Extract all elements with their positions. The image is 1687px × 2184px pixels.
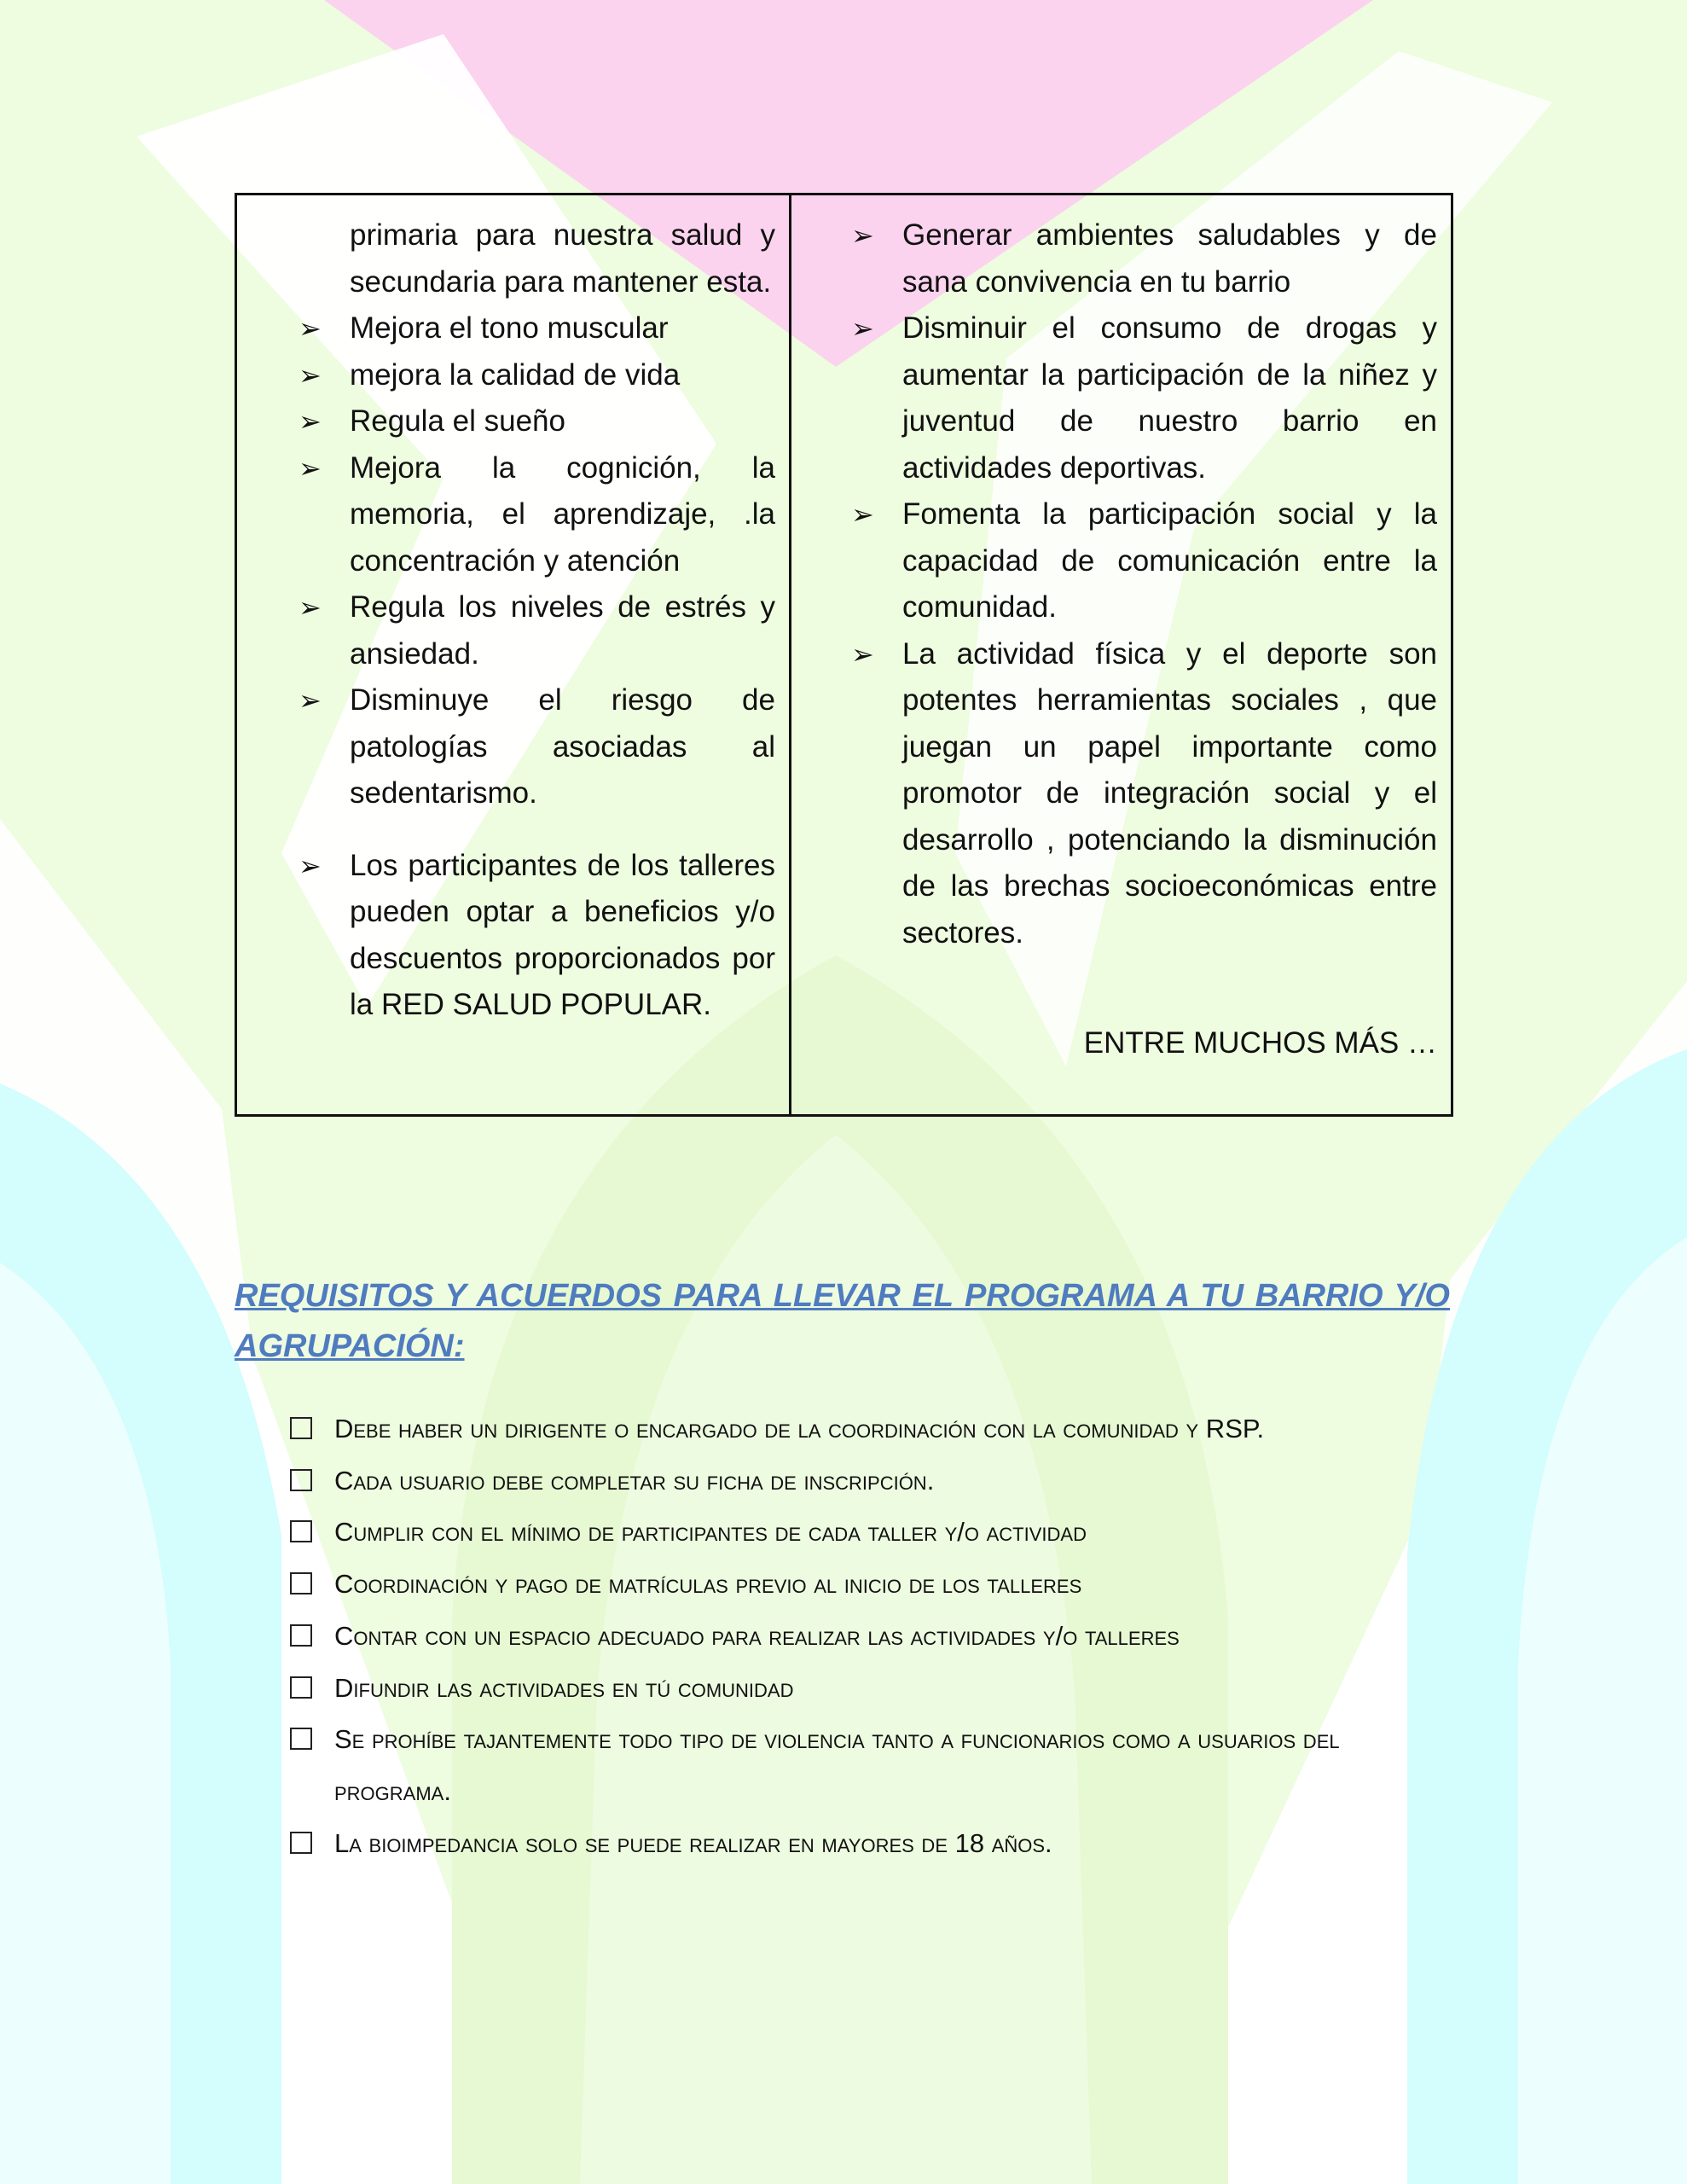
list-item <box>237 445 775 585</box>
list-item <box>237 305 775 352</box>
arrowhead-bullet-icon: ➢ <box>299 358 322 392</box>
closing-text: ENTRE MUCHOS MÁS … <box>1083 1026 1437 1060</box>
list-item <box>791 491 1437 631</box>
list-item <box>237 584 775 677</box>
checklist-item-text: Cada usuario debe completar su ficha de inscripción. <box>334 1465 935 1496</box>
arrowhead-bullet-icon: ➢ <box>299 405 322 438</box>
list-item <box>791 305 1437 491</box>
benefits-table <box>235 193 1453 1117</box>
checkbox-icon[interactable] <box>290 1572 312 1594</box>
list-item-text: Disminuye el riesgo de patologías asociadas al sedentarismo. <box>350 683 775 810</box>
list-item-text: Generar ambientes saludables y de sana convivencia en tu barrio <box>902 218 1437 299</box>
checklist-item <box>287 1507 1452 1559</box>
arrowhead-bullet-icon: ➢ <box>299 591 322 624</box>
arrowhead-bullet-icon: ➢ <box>299 849 322 882</box>
checklist-item-text: Debe haber un dirigente o encargado de la coordinación con la comunidad y RSP. <box>334 1414 1265 1443</box>
checklist-item <box>287 1559 1452 1611</box>
list-item-text: Mejora el tono muscular <box>350 311 669 345</box>
checklist-item <box>287 1714 1452 1817</box>
checkbox-icon[interactable] <box>290 1624 312 1647</box>
checklist-item-text: Coordinación y pago de matrículas previo al inicio de los talleres <box>334 1569 1082 1600</box>
checkbox-icon[interactable] <box>290 1676 312 1699</box>
arrowhead-bullet-icon: ➢ <box>851 637 874 671</box>
list-item <box>791 212 1437 305</box>
checklist-item-text: Se prohíbe tajantemente todo tipo de violencia tanto a funcionarios como a usuarios del programa. <box>334 1724 1340 1806</box>
checkbox-icon[interactable] <box>290 1832 312 1854</box>
list-item <box>237 352 775 399</box>
checklist-item-text: Contar con un espacio adecuado para realizar las actividades y/o talleres <box>334 1620 1180 1651</box>
list-item <box>791 631 1437 957</box>
list-item-text: Mejora la cognición, la memoria, el aprendizaje, .la concentración y atención <box>350 450 775 578</box>
list-item-text: La actividad física y el deporte son potentes herramientas sociales , que juegan un papel importante como promotor de integración social y el desarrollo , potenciando la disminución de las brechas socioeconómicas entre sectores. <box>902 636 1437 950</box>
list-item-text: Fomenta la participación social y la capacidad de comunicación entre la comunidad. <box>902 497 1437 624</box>
checklist-item-text: La bioimpedancia solo se puede realizar en mayores de 18 años. <box>334 1827 1052 1858</box>
requirements-heading: REQUISITOS Y ACUERDOS PARA LLEVAR EL PROGRAMA A TU BARRIO Y/O AGRUPACIÓN: <box>235 1278 1450 1364</box>
list-item-text: Los participantes de los talleres pueden optar a beneficios y/o descuentos proporcionados por la RED SALUD POPULAR. <box>350 848 775 1021</box>
checklist-item <box>287 1403 1452 1455</box>
checklist-item <box>287 1611 1452 1663</box>
checklist-item-text: Difundir las actividades en tú comunidad <box>334 1672 794 1703</box>
arrowhead-bullet-icon: ➢ <box>299 312 322 345</box>
benefits-column-right <box>791 195 1451 1114</box>
requirements-checklist <box>287 1403 1452 1869</box>
arrowhead-bullet-icon: ➢ <box>851 312 874 345</box>
arrowhead-bullet-icon: ➢ <box>851 498 874 531</box>
list-item <box>237 843 775 1029</box>
list-item <box>237 398 775 445</box>
list-item-text: Regula los niveles de estrés y ansiedad. <box>350 590 775 671</box>
checkbox-icon[interactable] <box>290 1417 312 1439</box>
checklist-item <box>287 1663 1452 1715</box>
continuation-text: primaria para nuestra salud y secundaria para mantener esta. <box>350 218 775 299</box>
checklist-item <box>287 1818 1452 1870</box>
arrowhead-bullet-icon: ➢ <box>299 451 322 485</box>
list-item-text: Regula el sueño <box>350 404 565 438</box>
list-item-text: mejora la calidad de vida <box>350 357 681 392</box>
checklist-item <box>287 1455 1452 1507</box>
checklist-item-text: Cumplir con el mínimo de participantes de cada taller y/o actividad <box>334 1517 1087 1548</box>
list-item <box>237 677 775 817</box>
checkbox-icon[interactable] <box>290 1469 312 1491</box>
checkbox-icon[interactable] <box>290 1728 312 1750</box>
arrowhead-bullet-icon: ➢ <box>851 219 874 252</box>
checkbox-icon[interactable] <box>290 1520 312 1542</box>
arrowhead-bullet-icon: ➢ <box>299 684 322 717</box>
benefits-column-left <box>237 195 791 1114</box>
list-item-text: Disminuir el consumo de drogas y aumentar la participación de la niñez y juventud de nuestro barrio en actividades deportivas. <box>902 311 1437 485</box>
